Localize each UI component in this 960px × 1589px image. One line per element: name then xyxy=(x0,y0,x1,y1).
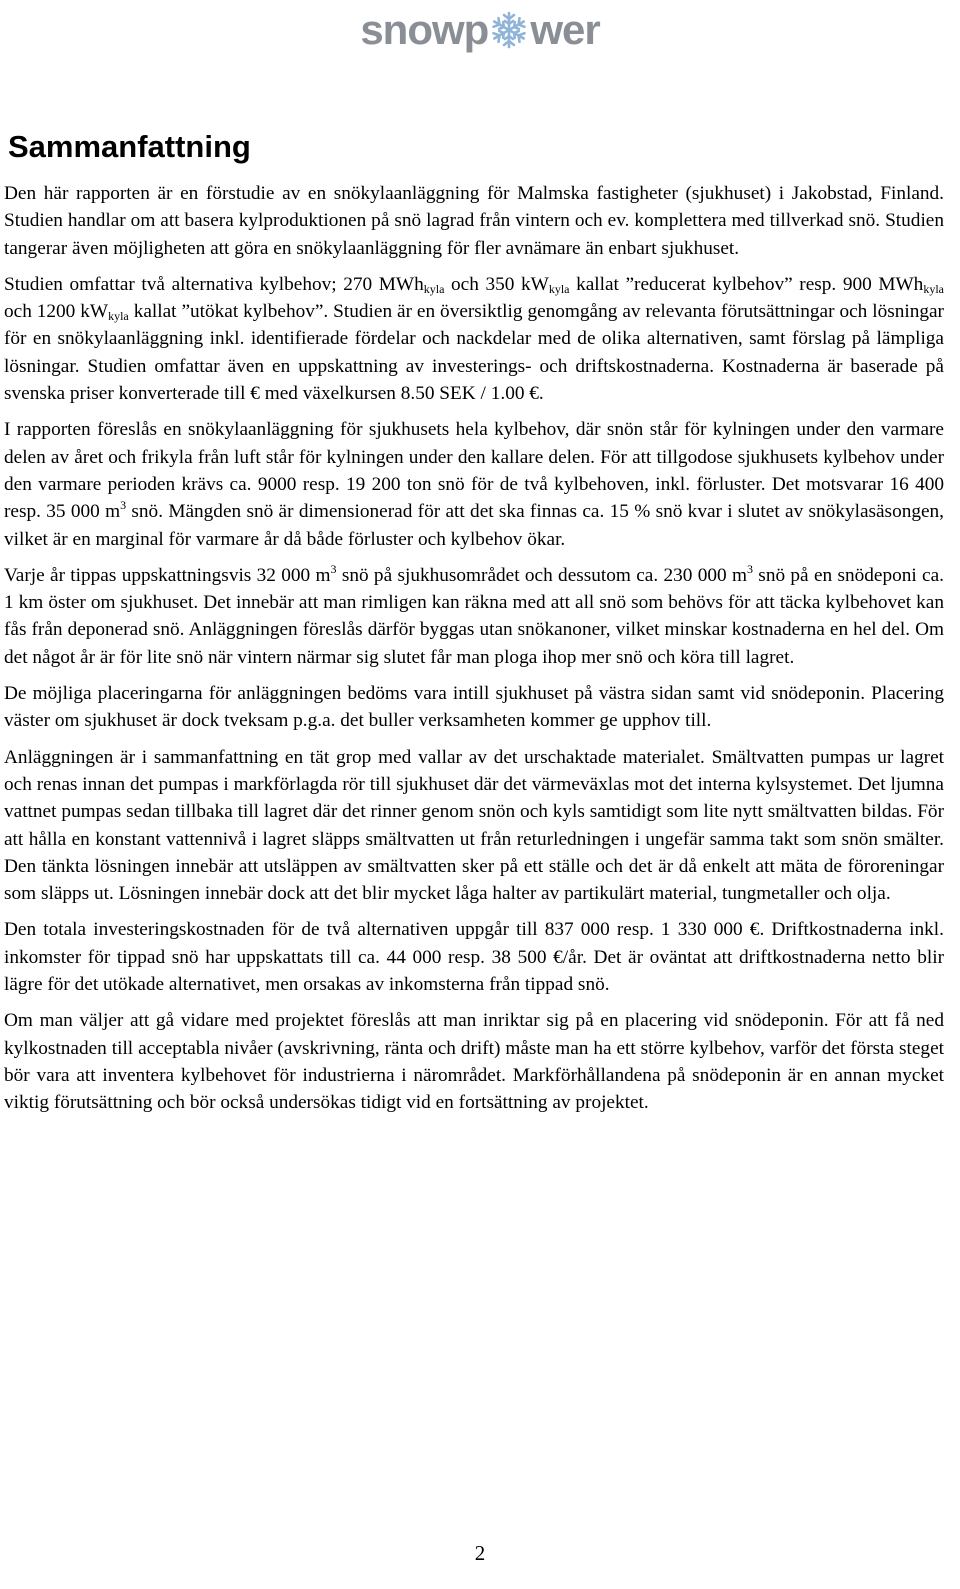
snowpower-logo xyxy=(0,8,960,52)
paragraph-1: Den här rapporten är en förstudie av en snökylaanläggning för Malmska fastigheter (sjukhuset) i Jakobstad, Finland. Studien handlar om att basera kylproduktionen på snö lagrad från vintern och ev. komplettera med tillverkad snö. Studien tangerar även möjligheten att göra en snökylaanläggning för fler avnämare än enbart sjukhuset. xyxy=(4,183,944,259)
paragraph-2: Studien omfattar två alternativa kylbehov; 270 MWh$_{kyla}$ och 350 $kW_{kyla}$ kallat ”reducerat kylbehov” resp. 900 MWh$_{kyla}$ och 1200 $kW_{kyla}$ kallat ”utökat kylbehov”. Studien är en översiktlig genomgång av relevanta förutsättningar och lösningar för en snökylaanläggning inkl. identifierade fördelar och nackdelar med de olika alternativen, samt förslag på lämpliga lösningar. Studien omfattar även en uppskattning av investerings- och driftskostnaderna. Kostnaderna är baserade på svenska priser konverterade till € med växelkursen 8.50 SEK / 1.00 €. xyxy=(4,273,944,405)
paragraph-5: De möjliga placeringarna för anläggningen bedöms vara intill sjukhuset på västra sidan samt vid snödeponin. Placering väster om sjukhuset är dock tveksam p.g.a. det buller verksamheten kommer ge upphov till. xyxy=(4,683,944,732)
logo-text-start: snowp xyxy=(360,6,489,53)
page-number: 2 xyxy=(474,1541,486,1565)
paragraph-7: Den totala investeringskostnaden för de två alternativen uppgår till 837 000 resp. 1 330 000 €. Driftkostnaderna inkl. inkomster för tippad snö har uppskattats till ca. 44 000 resp. 38 500 €/år. Det är oväntat att driftkostnaderna netto blir lägre för det utökade alternativet, men orsakas av inkomsterna från tippad snö. xyxy=(4,919,944,996)
paragraph-4: Varje år tippas uppskattningsvis 32 000 $m^3$ snö på sjukhusområdet och dessutom ca. 230 000 $m^3$ snö på en snödeponi ca. 1 km öster om sjukhuset. Det innebär att man rimligen kan räkna med att all snö som behövs för att täcka kylbehovet kan fås från deponerad snö. Anläggningen föreslås därför byggas utan snökanoner, vilket minskar kostnaderna en hel del. Om det något år är för lite snö när vintern närmar sig slutet får man ploga ihop mer snö och köra till lagret. xyxy=(4,561,944,668)
paragraph-6: Anläggningen är i sammanfattning en tät grop med vallar av det urschaktade materialet. Smältvatten pumpas ur lagret och renas innan det pumpas i markförlagda rör till sjukhuset där det värmeväxlas mot det interna kylsystemet. Det ljumna vattnet pumpas sedan tillbaka till lagret där det rinner genom snön och kyls samtidigt som lite nytt smältvatten bildas. För att hålla en konstant vattennivå i lagret släpps smältvatten ut från returledningen i ungefär samma takt som snön smälter. Den tänkta lösningen innebär att utsläppen av smältvatten sker på ett ställe och det är då enkelt att mäta de föroreningar som släpps ut. Lösningen innebär dock att det blir mycket låga halter av partikulärt material, tungmetaller och olja. xyxy=(4,746,944,905)
summary-body xyxy=(4,180,944,1126)
paragraph-8: Om man väljer att gå vidare med projektet föreslås att man inriktar sig på en placering vid snödeponin. För att få ned kylkostnaden till acceptabla nivåer (avskrivning, ränta och drift) måste man ha ett större kylbehov, varför det första steget bör vara att inventera kylbehovet för industrierna i närområdet. Markförhållandena på snödeponin är en annan mycket viktig förutsättning och bör också undersökas tidigt vid en fortsättning av projektet. xyxy=(4,1010,944,1114)
section-heading: Sammanfattning xyxy=(8,129,251,164)
paragraph-3: I rapporten föreslås en snökylaanläggning för sjukhusets hela kylbehov, där snön står för kylningen under den varmare delen av året och frikyla från luft står för kylningen under den kallare delen. För att tillgodose sjukhusets kylbehov under den varmare perioden krävs ca. 9000 resp. 19 200 ton snö för de två kylbehoven, inkl. förluster. Det motsvarar 16 400 resp. 35 000 $m^3$ snö. Mängden snö är dimensionerad för att det ska finnas ca. 15 % snö kvar i slutet av snökylasäsongen, vilket är en marginal för varmare år då både förluster och kylbehov ökar. xyxy=(4,419,945,550)
logo-text-end: wer xyxy=(530,6,600,53)
snowflake-icon xyxy=(489,10,529,50)
